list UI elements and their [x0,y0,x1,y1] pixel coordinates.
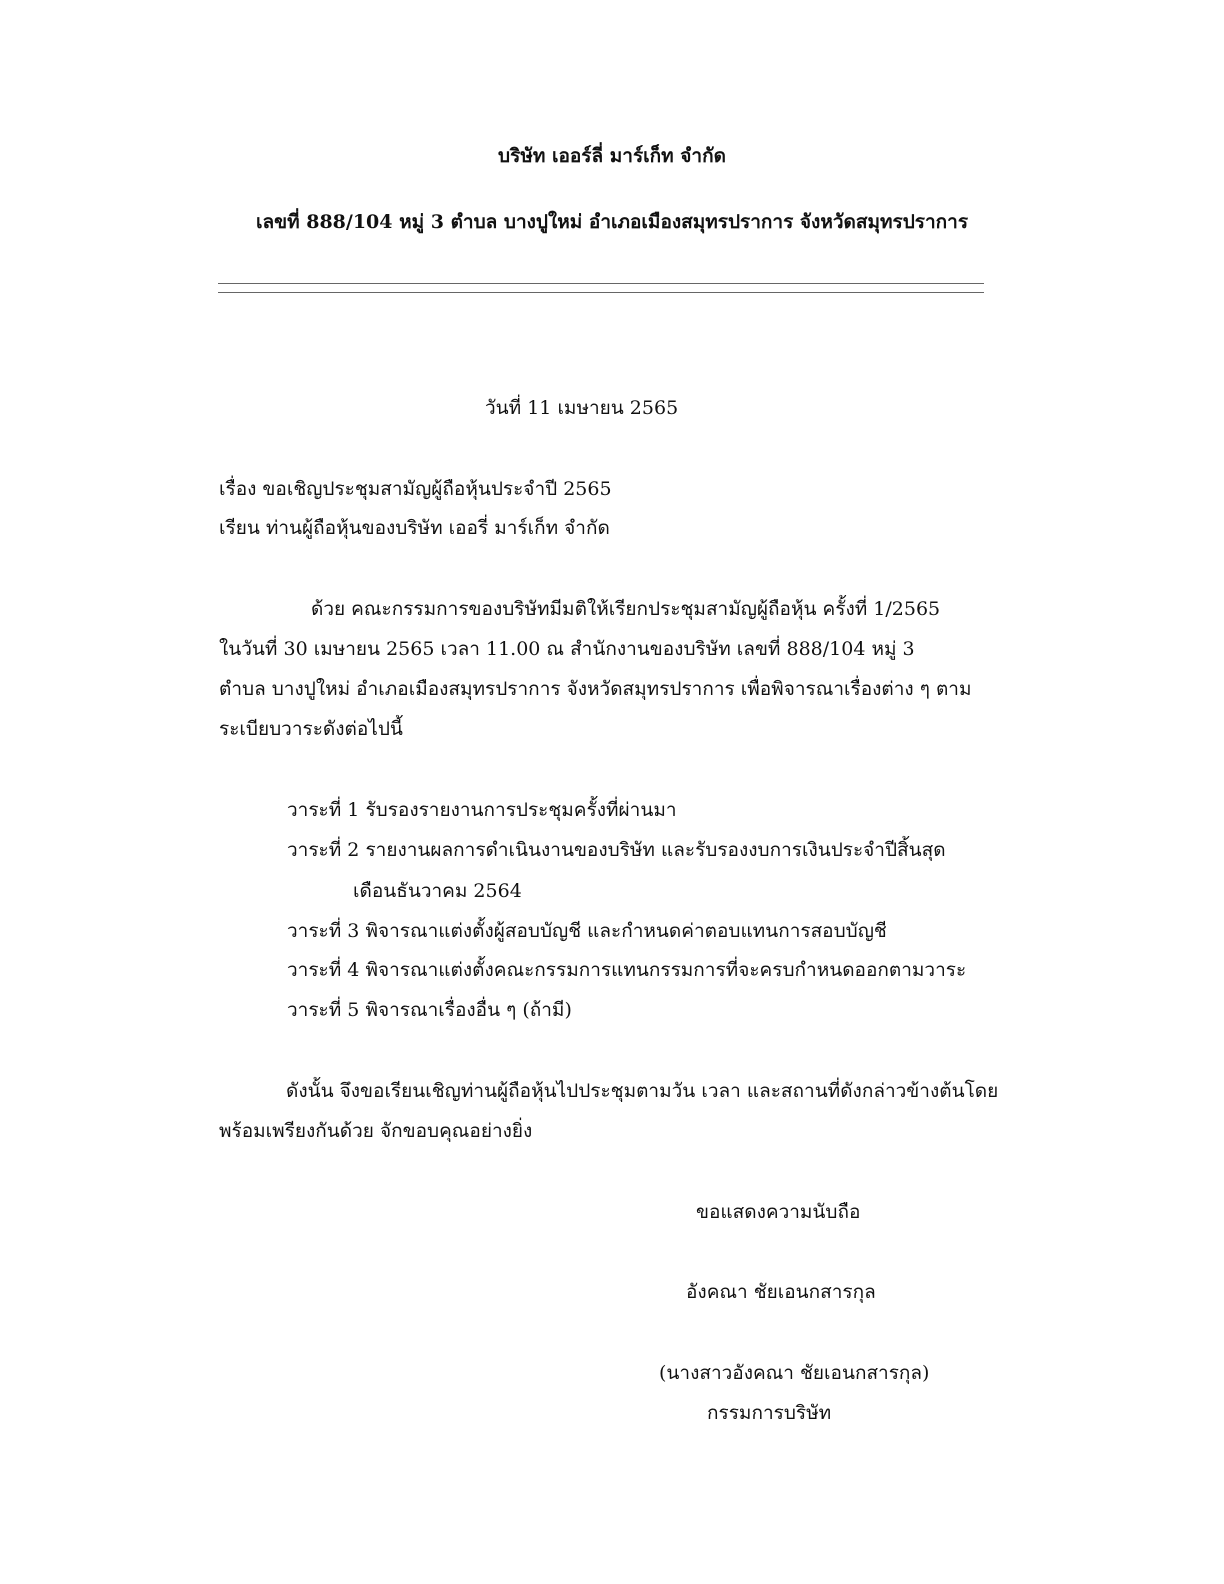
company-name: บริษัท เออร์ลี่ มาร์เก็ท จำกัด [498,145,726,167]
agenda-item-1: วาระที่ 1 รับรองรายงานการประชุมครั้งที่ผ่านมา [287,799,677,821]
closing-line-2: พร้อมเพรียงกันด้วย จักขอบคุณอย่างยิ่ง [219,1120,533,1142]
intro-line-2: ในวันที่ 30 เมษายน 2565 เวลา 11.00 ณ สำนักงานของบริษัท เลขที่ 888/104 หมู่ 3 [219,638,915,660]
intro-line-3: ตำบล บางปูใหม่ อำเภอเมืองสมุทรปราการ จังหวัดสมุทรปราการ เพื่อพิจารณาเรื่องต่าง ๆ ตาม [219,678,972,700]
letter-recipient: เรียน ท่านผู้ถือหุ้นของบริษัท เออรี่ มาร์เก็ท จำกัด [219,517,610,539]
agenda-item-3: วาระที่ 3 พิจารณาแต่งตั้งผู้สอบบัญชี และกำหนดค่าตอบแทนการสอบบัญชี [287,920,887,942]
agenda-item-2: วาระที่ 2 รายงานผลการดำเนินงานของบริษัท และรับรองงบการเงินประจำปีสิ้นสุด [287,839,946,861]
intro-line-4: ระเบียบวาระดังต่อไปนี้ [219,718,403,740]
signature-name: อังคณา ชัยเอนกสารกุล [686,1281,876,1303]
header-divider [218,283,984,293]
signature-position: กรรมการบริษัท [707,1402,832,1424]
letter-subject: เรื่อง ขอเชิญประชุมสามัญผู้ถือหุ้นประจำปี 2565 [219,478,612,500]
closing-line-1: ดังนั้น จึงขอเรียนเชิญท่านผู้ถือหุ้นไปประชุมตามวัน เวลา และสถานที่ดังกล่าวข้างต้นโดย [286,1080,999,1102]
agenda-item-4: วาระที่ 4 พิจารณาแต่งตั้งคณะกรรมการแทนกรรมการที่จะครบกำหนดออกตามวาระ [287,959,967,981]
company-address: เลขที่ 888/104 หมู่ 3 ตำบล บางปูใหม่ อำเภอเมืองสมุทรปราการ จังหวัดสมุทรปราการ [255,211,969,233]
signature-salutation: ขอแสดงความนับถือ [696,1201,861,1223]
agenda-item-5: วาระที่ 5 พิจารณาเรื่องอื่น ๆ (ถ้ามี) [287,999,572,1021]
letter-date: วันที่ 11 เมษายน 2565 [485,397,679,419]
intro-line-1: ด้วย คณะกรรมการของบริษัทมีมติให้เรียกประชุมสามัญผู้ถือหุ้น ครั้งที่ 1/2565 [311,598,941,620]
agenda-item-2-continued: เดือนธันวาคม 2564 [353,880,522,902]
signature-full-name: (นางสาวอังคณา ชัยเอนกสารกุล) [659,1362,930,1384]
